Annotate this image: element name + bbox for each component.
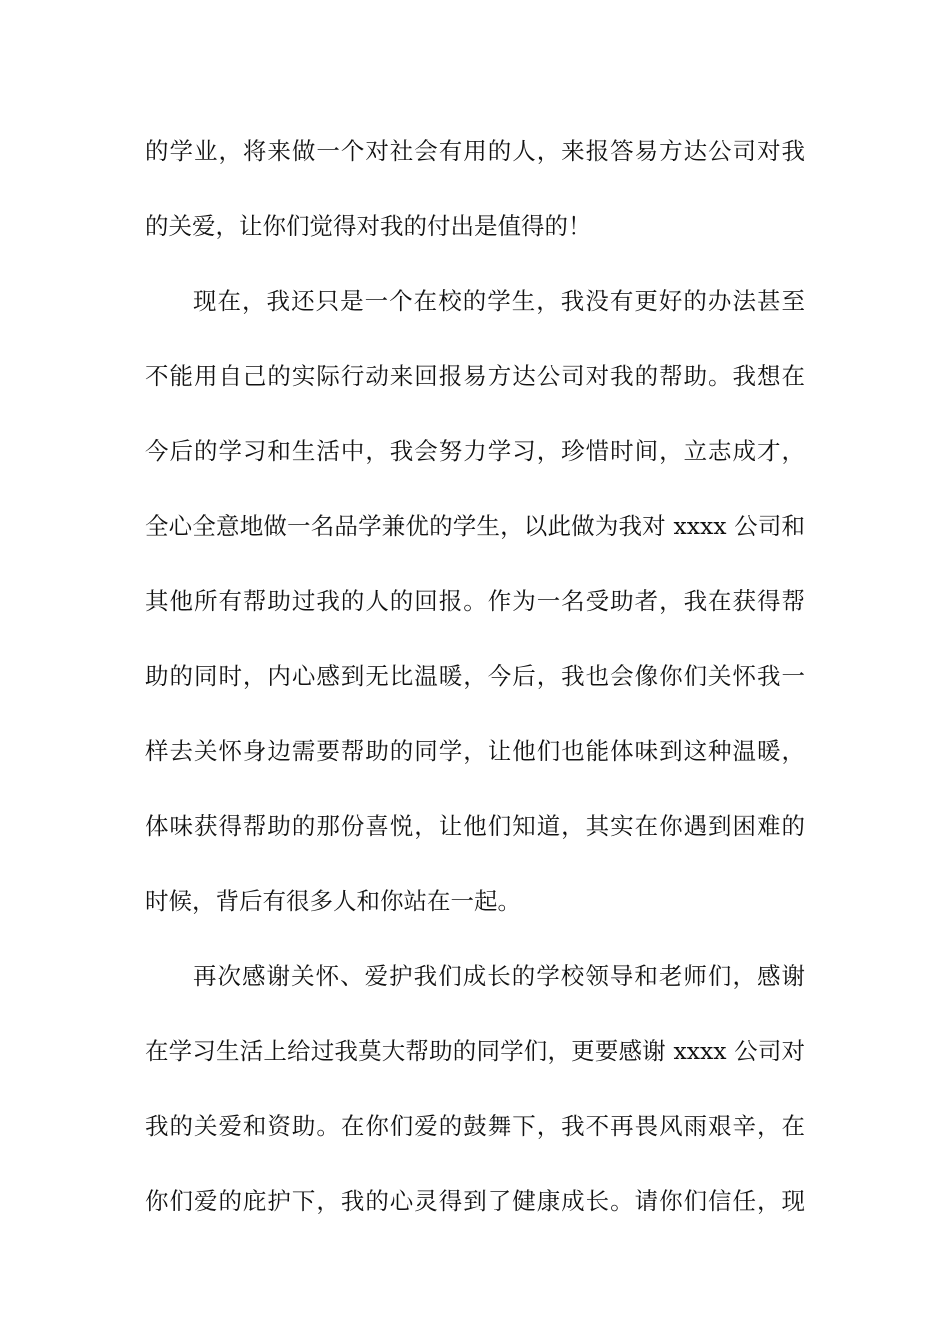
text-line: 全心全意地做一名品学兼优的学生，以此做为我对 xxxx 公司和: [145, 512, 805, 540]
text-line: 其他所有帮助过我的人的回报。作为一名受助者，我在获得帮: [145, 587, 805, 615]
text-line: 的学业，将来做一个对社会有用的人，来报答易方达公司对我: [145, 137, 805, 165]
paragraph-first-line: 现在，我还只是一个在校的学生，我没有更好的办法甚至: [193, 287, 805, 315]
text-line: 今后的学习和生活中，我会努力学习，珍惜时间，立志成才，: [145, 437, 805, 465]
text-line: 你们爱的庇护下，我的心灵得到了健康成长。请你们信任，现: [145, 1187, 805, 1215]
text-line: 我的关爱和资助。在你们爱的鼓舞下，我不再畏风雨艰辛，在: [145, 1112, 805, 1140]
text-line: 体味获得帮助的那份喜悦，让他们知道，其实在你遇到困难的: [145, 812, 805, 840]
text-line: 样去关怀身边需要帮助的同学，让他们也能体味到这种温暖，: [145, 737, 805, 765]
text-line: 不能用自己的实际行动来回报易方达公司对我的帮助。我想在: [145, 362, 805, 390]
text-line: 助的同时，内心感到无比温暖，今后，我也会像你们关怀我一: [145, 662, 805, 690]
paragraph-first-line: 再次感谢关怀、爱护我们成长的学校领导和老师们，感谢: [193, 962, 805, 990]
text-line: 时候，背后有很多人和你站在一起。: [145, 887, 521, 915]
text-line: 的关爱，让你们觉得对我的付出是值得的！: [145, 212, 592, 240]
text-line: 在学习生活上给过我莫大帮助的同学们，更要感谢 xxxx 公司对: [145, 1037, 805, 1065]
